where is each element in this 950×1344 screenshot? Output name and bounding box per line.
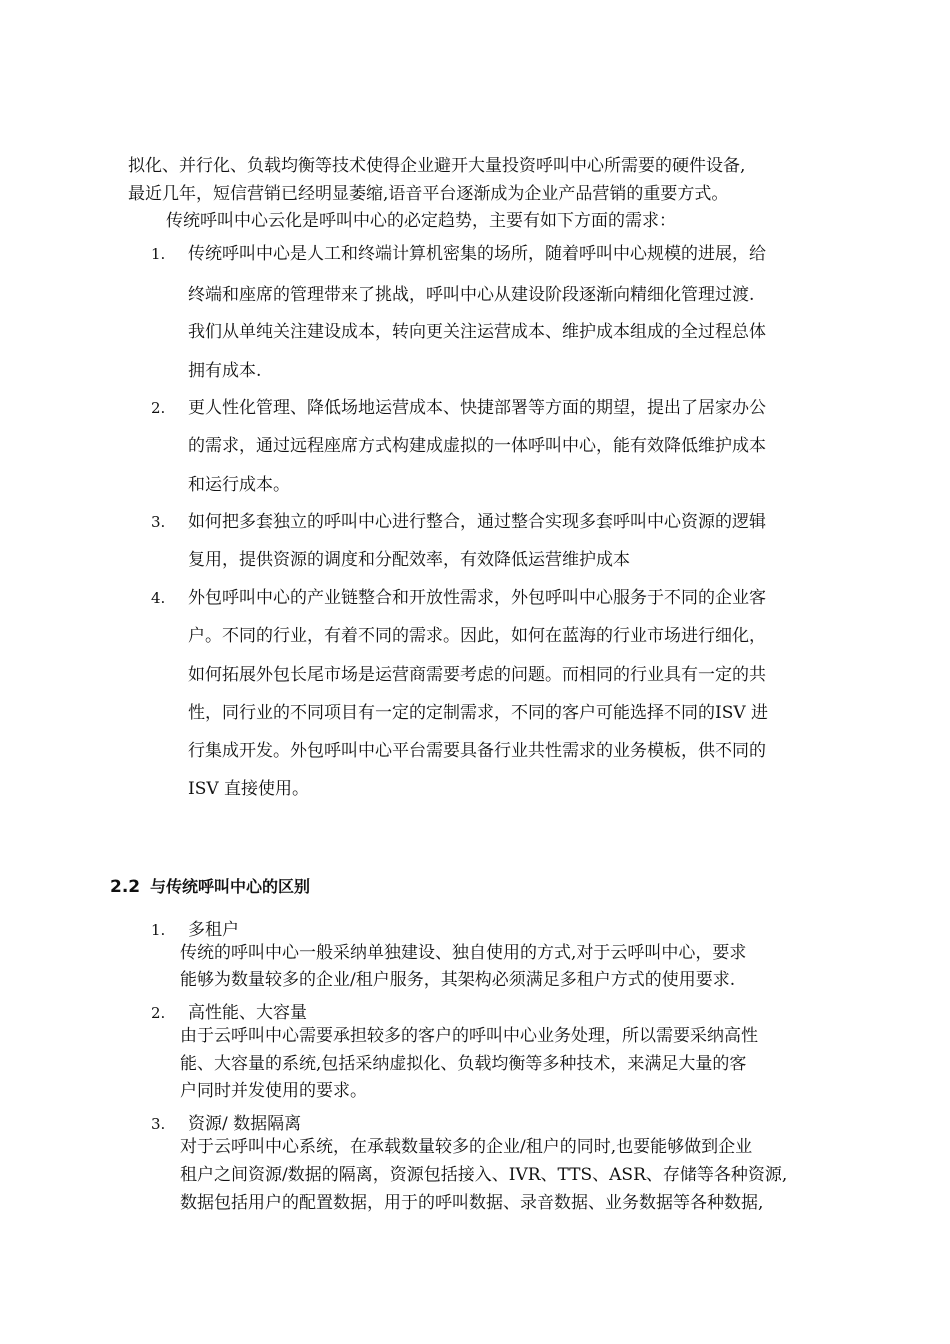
intro-line: 传统呼叫中心云化是呼叫中心的必定趋势，主要有如下方面的需求： xyxy=(166,211,676,231)
list-item-line: 由于云呼叫中心需要承担较多的客户的呼叫中心业务处理，所以需要采纳高性 xyxy=(180,1026,758,1046)
list-item-line: 如何拓展外包长尾市场是运营商需要考虑的问题。而相同的行业具有一定的共 xyxy=(188,665,766,685)
list-item-title: 资源/ 数据隔离 xyxy=(188,1114,302,1134)
list-item-line: 能、大容量的系统,包括采纳虚拟化、负载均衡等多种技术，来满足大量的客 xyxy=(180,1054,747,1074)
list-item-line: 性，同行业的不同项目有一定的定制需求，不同的客户可能选择不同的ISV 进 xyxy=(188,703,769,723)
list-number: 3. xyxy=(151,1115,166,1133)
list-item-line: 更人性化管理、降低场地运营成本、快捷部署等方面的期望，提出了居家办公 xyxy=(188,398,766,418)
list-item-line: 行集成开发。外包呼叫中心平台需要具备行业共性需求的业务模板，供不同的 xyxy=(188,741,766,761)
list-item-line: 的需求，通过远程座席方式构建成虚拟的一体呼叫中心，能有效降低维护成本 xyxy=(188,436,766,456)
list-number: 4. xyxy=(151,589,166,607)
list-item-line: 能够为数量较多的企业/租户服务，其架构必须满足多租户方式的使用要求. xyxy=(180,970,736,990)
section-heading xyxy=(110,876,310,898)
list-item-line: 数据包括用户的配置数据，用于的呼叫数据、录音数据、业务数据等各种数据, xyxy=(180,1193,764,1213)
list-item-line: 和运行成本。 xyxy=(188,475,290,495)
list-number: 3. xyxy=(151,513,166,531)
list-number: 2. xyxy=(151,1004,166,1022)
list-item-line: 传统呼叫中心是人工和终端计算机密集的场所，随着呼叫中心规模的进展，给 xyxy=(188,244,766,264)
list-item-line: 户同时并发使用的要求。 xyxy=(180,1081,367,1101)
list-number: 2. xyxy=(151,399,166,417)
list-item-line: 复用，提供资源的调度和分配效率，有效降低运营维护成本 xyxy=(188,550,630,570)
list-item-line: ISV 直接使用。 xyxy=(188,779,310,799)
list-item-line: 户。不同的行业，有着不同的需求。因此，如何在蓝海的行业市场进行细化， xyxy=(188,626,766,646)
list-item-line: 传统的呼叫中心一般采纳单独建设、独自使用的方式,对于云呼叫中心，要求 xyxy=(180,943,747,963)
list-item-line: 拥有成本. xyxy=(188,361,262,381)
section-title: 与传统呼叫中心的区别 xyxy=(150,877,311,896)
intro-line: 最近几年，短信营销已经明显萎缩,语音平台逐渐成为企业产品营销的重要方式。 xyxy=(128,184,729,204)
list-item-line: 如何把多套独立的呼叫中心进行整合，通过整合实现多套呼叫中心资源的逻辑 xyxy=(188,512,766,532)
list-item-line: 终端和座席的管理带来了挑战，呼叫中心从建设阶段逐渐向精细化管理过渡. xyxy=(188,285,755,305)
section-number: 2.2 xyxy=(110,877,141,897)
list-item-line: 租户之间资源/数据的隔离，资源包括接入、IVR、TTS、ASR、存储等各种资源, xyxy=(180,1165,788,1185)
list-item-title: 多租户 xyxy=(188,920,239,940)
intro-line: 拟化、并行化、负载均衡等技术使得企业避开大量投资呼叫中心所需要的硬件设备, xyxy=(128,156,746,176)
list-number: 1. xyxy=(151,921,166,939)
list-item-line: 对于云呼叫中心系统，在承载数量较多的企业/租户的同时,也要能够做到企业 xyxy=(180,1137,753,1157)
list-number: 1. xyxy=(151,245,166,263)
list-item-title: 高性能、大容量 xyxy=(188,1003,307,1023)
list-item-line: 我们从单纯关注建设成本，转向更关注运营成本、维护成本组成的全过程总体 xyxy=(188,322,766,342)
list-item-line: 外包呼叫中心的产业链整合和开放性需求，外包呼叫中心服务于不同的企业客 xyxy=(188,588,766,608)
